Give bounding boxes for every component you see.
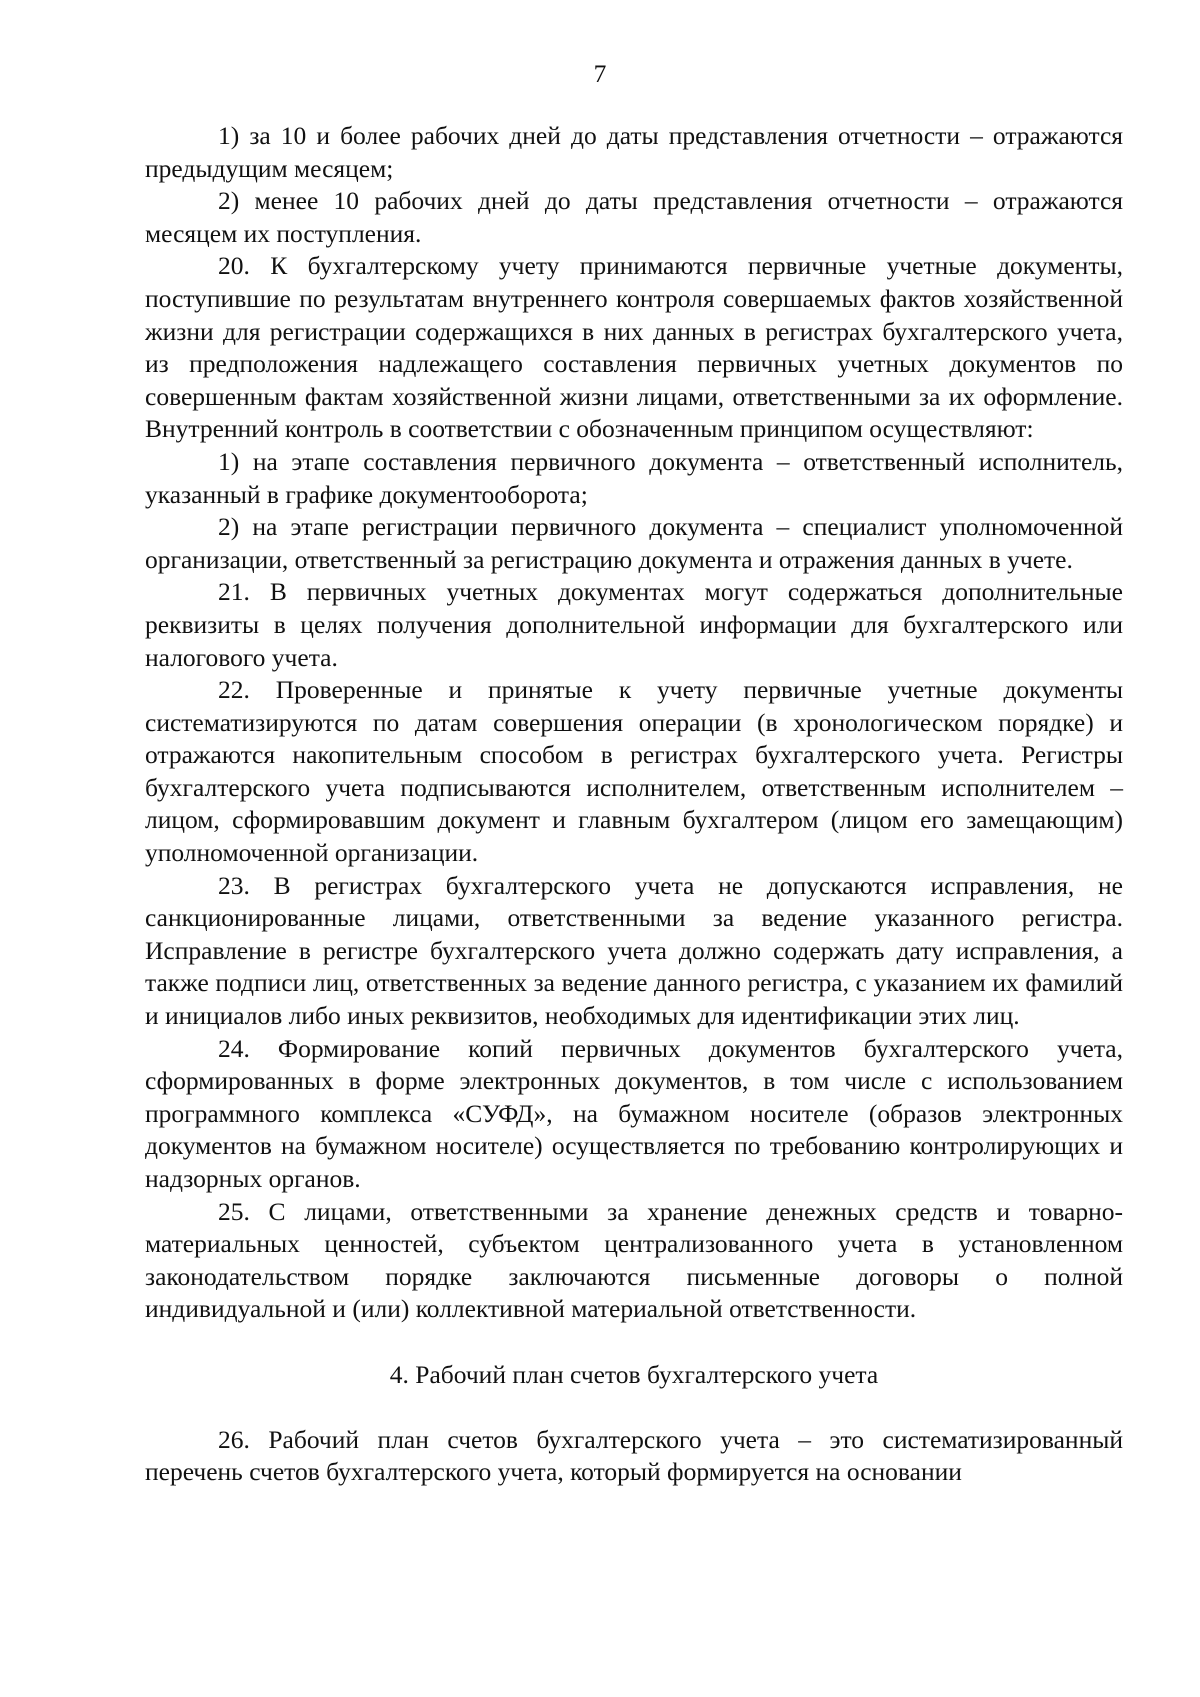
- paragraph-clause-26: 26. Рабочий план счетов бухгалтерского учета – это систематизированный перечень счетов бухгалтерского учета, который формируется на основании: [145, 1424, 1123, 1487]
- paragraph-item-2-registration-stage: 2) на этапе регистрации первичного документа – специалист уполномоченной организации, ответственный за регистрацию документа и отражения данных в учете.: [145, 512, 1123, 574]
- paragraph-clause-20: 20. К бухгалтерскому учету принимаются первичные учетные документы, поступившие по результатам внутреннего контроля совершаемых фактов хозяйственной жизни для регистрации содержащихся в них данных в регистрах бухгалтерского учета, из предположения надлежащего составления первичных учетных документов по совершенным фактам хозяйственной жизни лицами, ответственными за их оформление. Внутренний контроль в соответствии с обозначенным принципом осуществляют:: [145, 251, 1123, 444]
- paragraph-clause-24: 24. Формирование копий первичных документов бухгалтерского учета, сформированных в форме электронных документов, в том числе с использованием программного комплекса «СУФД», на бумажном носителе (образов электронных документов на бумажном носителе) осуществляется по требованию контролирующих и надзорных органов.: [145, 1033, 1123, 1193]
- document-body: [145, 120, 1123, 1489]
- paragraph-clause-22: 22. Проверенные и принятые к учету первичные учетные документы систематизируются по датам совершения операции (в хронологическом порядке) и отражаются накопительным способом в регистрах бухгалтерского учета. Регистры бухгалтерского учета подписываются исполнителем, ответственным исполнителем – лицом, сформировавшим документ и главным бухгалтером (лицом его замещающим) уполномоченной организации.: [145, 675, 1123, 868]
- page-number: 7: [593, 59, 607, 88]
- paragraph-item-2-receipt-month: 2) менее 10 рабочих дней до даты представления отчетности – отражаются месяцем их поступления.: [145, 186, 1123, 248]
- paragraph-item-1-preparation-stage: 1) на этапе составления первичного документа – ответственный исполнитель, указанный в графике документооборота;: [145, 446, 1123, 509]
- paragraph-item-1-prev-month: 1) за 10 и более рабочих дней до даты представления отчетности – отражаются предыдущим месяцем;: [145, 121, 1123, 183]
- paragraph-clause-25: 25. С лицами, ответственными за хранение денежных средств и товарно-материальных ценностей, субъектом централизованного учета в установленном законодательством порядке заключаются письменные договоры о полной индивидуальной и (или) коллективной материальной ответственности.: [145, 1196, 1123, 1324]
- paragraph-clause-23: 23. В регистрах бухгалтерского учета не допускаются исправления, не санкционированные лицами, ответственными за ведение указанного регистра. Исправление в регистре бухгалтерского учета должно содержать дату исправления, а также подписи лиц, ответственных за ведение данного регистра, с указанием их фамилий и инициалов либо иных реквизитов, необходимых для идентификации этих лиц.: [145, 870, 1123, 1031]
- section-heading: 4. Рабочий план счетов бухгалтерского учета: [389, 1359, 879, 1389]
- paragraph-clause-21: 21. В первичных учетных документах могут содержаться дополнительные реквизиты в целях получения дополнительной информации для бухгалтерского или налогового учета.: [145, 577, 1123, 672]
